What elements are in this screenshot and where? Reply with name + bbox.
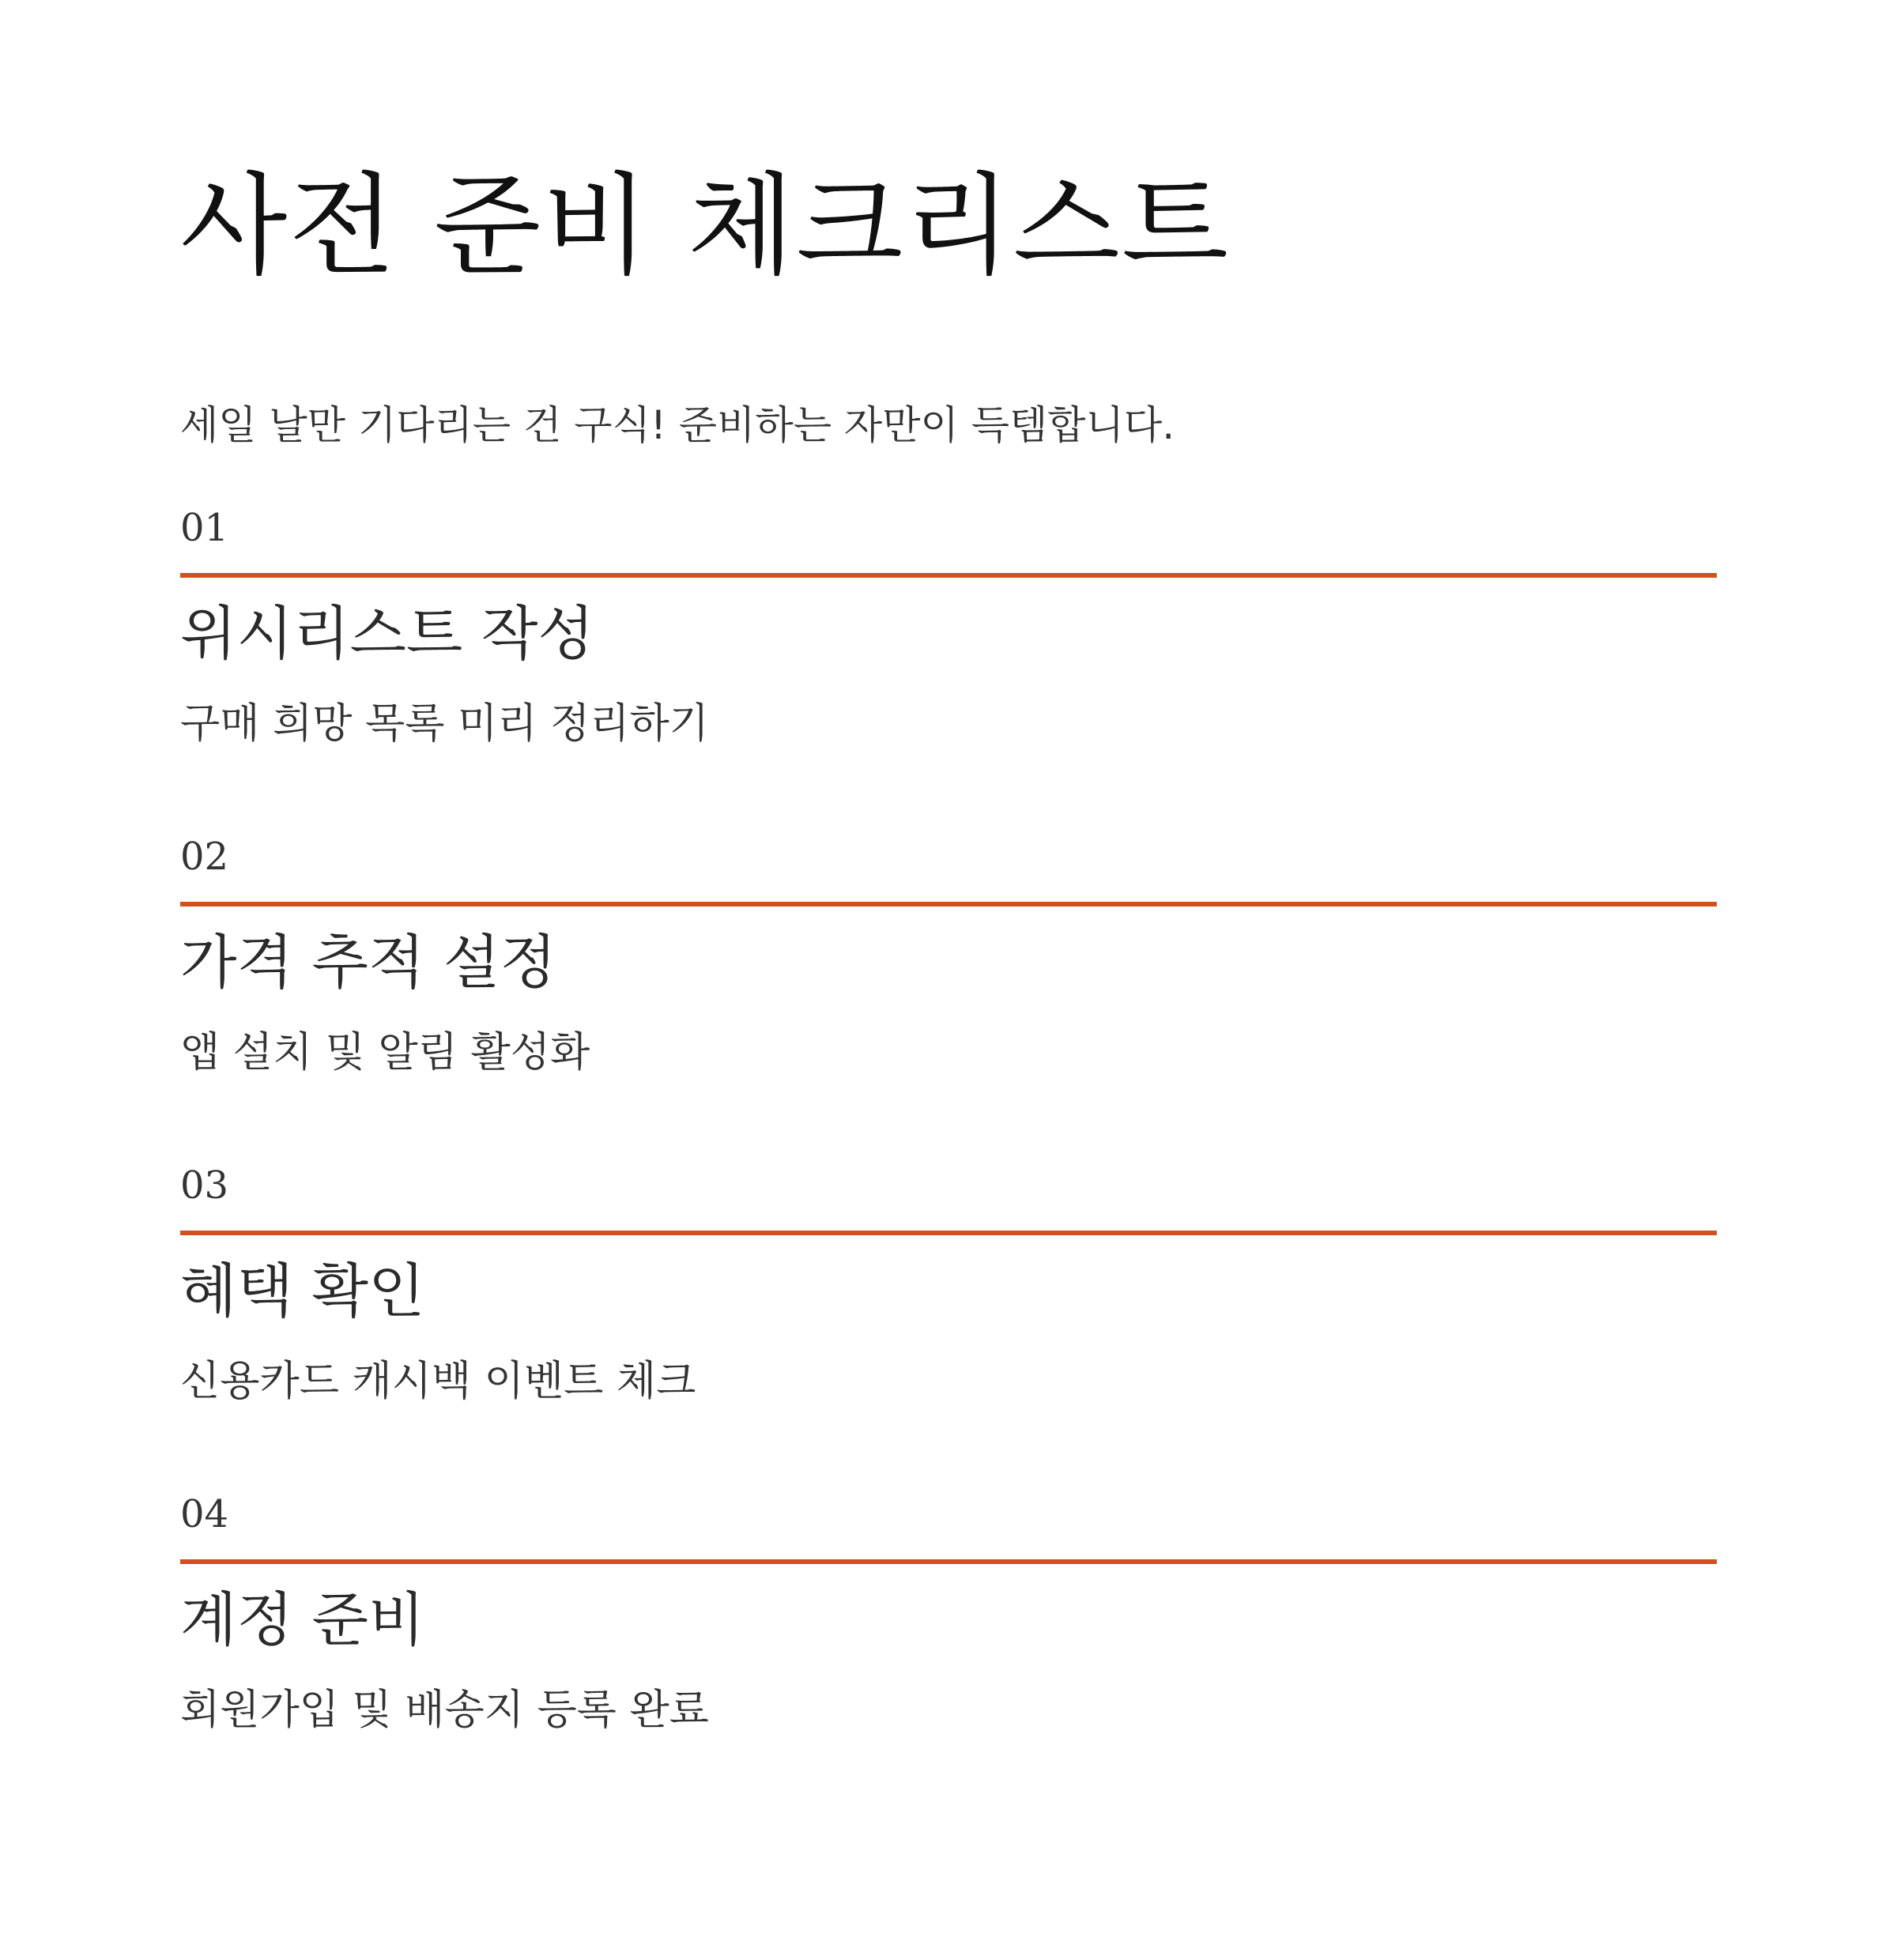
item-divider — [180, 573, 1717, 578]
item-description: 신용카드 캐시백 이벤트 체크 — [180, 1358, 696, 1405]
item-description: 구매 희망 목록 미리 정리하기 — [180, 700, 709, 748]
item-divider — [180, 1559, 1717, 1564]
item-title: 계정 준비 — [180, 1586, 425, 1654]
checklist-item-benefits — [180, 1163, 1717, 1492]
checklist-item-account — [180, 1492, 1717, 1821]
page-subtitle: 세일 날만 기다리는 건 구식! 준비하는 자만이 득템합니다. — [180, 402, 1175, 448]
item-number: 02 — [180, 835, 229, 879]
item-title: 위시리스트 작성 — [180, 600, 594, 668]
item-divider — [180, 902, 1717, 906]
page-title: 사전 준비 체크리스트 — [180, 162, 1231, 291]
checklist-item-price-tracking — [180, 835, 1717, 1163]
item-title: 혜택 확인 — [180, 1257, 425, 1325]
checklist — [180, 506, 1717, 1821]
item-number: 01 — [180, 506, 229, 550]
item-description: 회원가입 및 배송지 등록 완료 — [180, 1687, 709, 1734]
item-number: 03 — [180, 1163, 229, 1208]
item-description: 앱 설치 및 알림 활성화 — [180, 1029, 590, 1076]
item-number: 04 — [180, 1492, 229, 1536]
checklist-item-wishlist — [180, 506, 1717, 835]
item-title: 가격 추적 설정 — [180, 929, 556, 997]
item-divider — [180, 1231, 1717, 1235]
